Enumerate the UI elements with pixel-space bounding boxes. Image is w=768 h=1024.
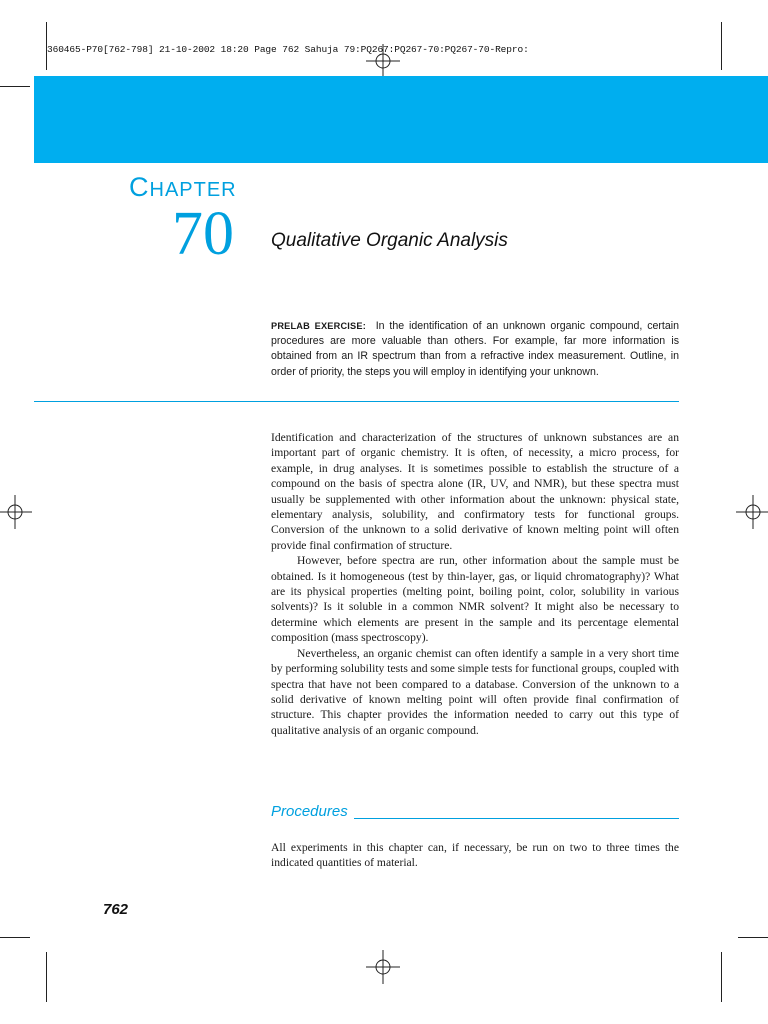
chapter-label-rest: HAPTER [149,179,237,201]
crop-mark-bottom-right-h [738,937,768,938]
crop-mark-top-left-h [0,86,30,87]
procedures-heading: Procedures [271,803,348,820]
body-paragraph: However, before spectra are run, other information about the sample must be obtained. Is it homogeneous (test by thin-layer, gas, or liquid chromatography)? What are its physical properties (melting point, boiling point, color, solubility in various solvents)? Is it soluble in a common NMR solvent? It might also be necessary to determine which elements are present in the sample and its percentage elemental composition (mass spectroscopy). [271,554,679,645]
body-paragraph: Identification and characterization of the structures of unknown substances are an important part of organic chemistry. It is often, of necessity, a micro process, for example, in drug analyses. It is sometimes possible to establish the structure of a compound on the basis of spectra alone (IR, UV, and NMR), but these spectra must usually be supplemented with other information about the unknown: physical state, elementary analysis, solubility, and confirmatory tests for functional groups. Conversion of the unknown to a solid derivative of known melting point will often provide final confirmation of structure. [271,431,679,552]
crop-mark-top-right-v [721,22,722,70]
registration-mark-bottom-icon [366,950,400,984]
chapter-label [129,172,237,203]
header-color-band [34,76,768,163]
prelab-text: In the identification of an unknown organic compound, certain procedures are more valuable than others. For example, far more information is obtained from an IR spectrum than from a refractive index measurement. Outline, in order of priority, the steps you will employ in identifying your unknown. [271,320,679,378]
registration-mark-right-icon [734,495,768,529]
print-slug-line: 360465-P70[762-798] 21-10-2002 18:20 Page 762 Sahuja 79:PQ267:PQ267-70:PQ267-70-Repro: [47,44,529,55]
chapter-number: 70 [172,200,234,268]
crop-mark-bottom-left-v [46,952,47,1002]
page-number: 762 [103,901,129,918]
registration-mark-left-icon [0,495,34,529]
registration-mark-top-icon [366,44,400,78]
section-divider [34,401,679,402]
chapter-label-initial: C [129,172,150,202]
prelab-exercise [271,319,679,380]
chapter-title: Qualitative Organic Analysis [271,230,508,251]
chapter-introduction [271,430,679,738]
body-paragraph: Nevertheless, an organic chemist can often identify a sample in a very short time by performing solubility tests and some simple tests for functional groups, coupled with spectra that have not been compared to a database. Conversion of the unknown to a solid derivative of known melting point will often provide final confirmation of structure. This chapter provides the information needed to carry out this type of qualitative analysis of an organic compound. [271,646,679,737]
procedures-heading-rule [354,818,679,819]
crop-mark-bottom-right-v [721,952,722,1002]
crop-mark-bottom-left-h [0,937,30,938]
crop-mark-top-left-v [46,22,47,70]
procedures-text: All experiments in this chapter can, if necessary, be run on two to three times the indicated quantities of material. [271,841,679,870]
prelab-label: PRELAB EXERCISE: [271,321,366,331]
